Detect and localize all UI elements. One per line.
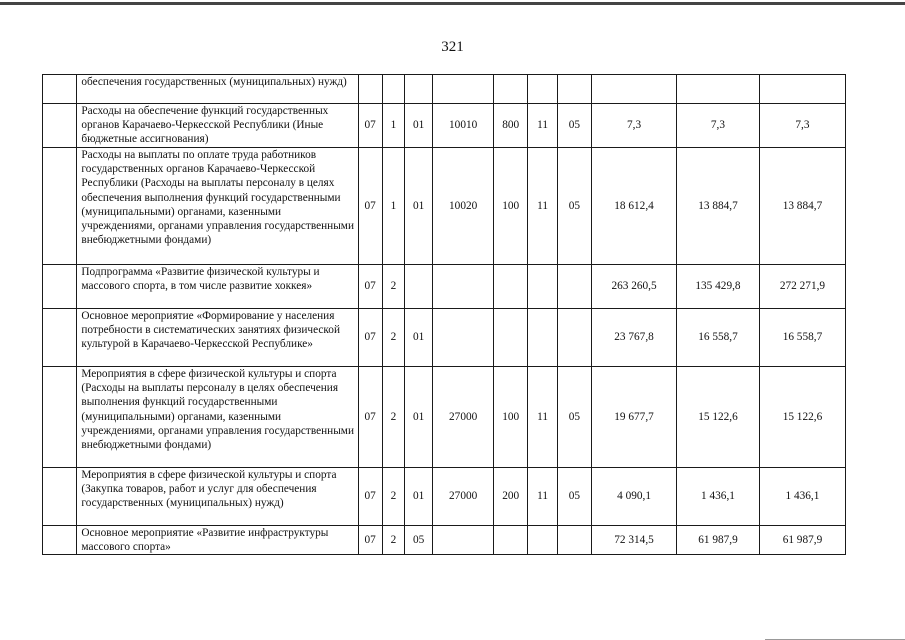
- row-number-cell: [43, 265, 77, 309]
- target-code-cell: [433, 526, 494, 555]
- subprogram-code-cell: 2: [382, 526, 404, 555]
- subsection-cell: [557, 265, 591, 309]
- activity-code-cell: 01: [405, 367, 433, 468]
- amount-year3-cell: 16 558,7: [759, 309, 845, 367]
- description-cell: Подпрограмма «Развитие физической культуры и массового спорта, в том числе развитие хоккея»: [77, 265, 358, 309]
- expense-type-cell: 200: [494, 468, 528, 526]
- row-number-cell: [43, 526, 77, 555]
- section-cell: [528, 309, 557, 367]
- subsection-cell: 05: [557, 148, 591, 265]
- section-cell: [528, 75, 557, 104]
- target-code-cell: 27000: [433, 367, 494, 468]
- amount-year2-cell: [677, 75, 760, 104]
- activity-code-cell: [405, 265, 433, 309]
- amount-year2-cell: 7,3: [677, 104, 760, 148]
- amount-year2-cell: 1 436,1: [677, 468, 760, 526]
- amount-year2-cell: 16 558,7: [677, 309, 760, 367]
- subsection-cell: 05: [557, 468, 591, 526]
- amount-year3-cell: [759, 75, 845, 104]
- amount-year3-cell: 1 436,1: [759, 468, 845, 526]
- subsection-cell: 05: [557, 367, 591, 468]
- subprogram-code-cell: 1: [382, 148, 404, 265]
- table-row: [43, 148, 846, 265]
- activity-code-cell: 01: [405, 148, 433, 265]
- ministry-code-cell: 07: [358, 309, 382, 367]
- target-code-cell: 27000: [433, 468, 494, 526]
- target-code-cell: [433, 265, 494, 309]
- activity-code-cell: 05: [405, 526, 433, 555]
- amount-year1-cell: 72 314,5: [592, 526, 677, 555]
- description-cell: обеспечения государственных (муниципальных) нужд): [77, 75, 358, 104]
- subprogram-code-cell: 2: [382, 309, 404, 367]
- section-cell: [528, 265, 557, 309]
- table-row: [43, 265, 846, 309]
- expense-type-cell: [494, 309, 528, 367]
- subprogram-code-cell: 1: [382, 104, 404, 148]
- ministry-code-cell: 07: [358, 526, 382, 555]
- section-cell: 11: [528, 468, 557, 526]
- amount-year2-cell: 15 122,6: [677, 367, 760, 468]
- amount-year1-cell: 4 090,1: [592, 468, 677, 526]
- expense-type-cell: 100: [494, 148, 528, 265]
- ministry-code-cell: 07: [358, 265, 382, 309]
- ministry-code-cell: 07: [358, 367, 382, 468]
- amount-year2-cell: 61 987,9: [677, 526, 760, 555]
- amount-year1-cell: 19 677,7: [592, 367, 677, 468]
- subsection-cell: [557, 526, 591, 555]
- description-cell: Основное мероприятие «Развитие инфраструктуры массового спорта»: [77, 526, 358, 555]
- description-cell: Мероприятия в сфере физической культуры и спорта (Расходы на выплаты персоналу в целях обеспечения выполнения функций государственными (муниципальными) органами, казенными учреждениями, органами управления государственными внебюджетными фондами): [77, 367, 358, 468]
- table-row: [43, 468, 846, 526]
- amount-year3-cell: 15 122,6: [759, 367, 845, 468]
- table-row: [43, 104, 846, 148]
- target-code-cell: 10020: [433, 148, 494, 265]
- table-body: [43, 75, 846, 555]
- subprogram-code-cell: 2: [382, 367, 404, 468]
- subprogram-code-cell: [382, 75, 404, 104]
- amount-year2-cell: 135 429,8: [677, 265, 760, 309]
- subprogram-code-cell: 2: [382, 265, 404, 309]
- amount-year2-cell: 13 884,7: [677, 148, 760, 265]
- amount-year3-cell: 61 987,9: [759, 526, 845, 555]
- subsection-cell: [557, 75, 591, 104]
- activity-code-cell: 01: [405, 468, 433, 526]
- row-number-cell: [43, 148, 77, 265]
- activity-code-cell: [405, 75, 433, 104]
- amount-year3-cell: 13 884,7: [759, 148, 845, 265]
- table-row: [43, 75, 846, 104]
- target-code-cell: [433, 75, 494, 104]
- target-code-cell: 10010: [433, 104, 494, 148]
- row-number-cell: [43, 309, 77, 367]
- section-cell: 11: [528, 148, 557, 265]
- row-number-cell: [43, 75, 77, 104]
- row-number-cell: [43, 468, 77, 526]
- description-cell: Расходы на выплаты по оплате труда работников государственных органов Карачаево-Черкесской Республики (Расходы на выплаты персоналу в целях обеспечения выполнения функций государственными (муниципальными) органами, казенными учреждениями, органами управления государственными внебюджетными фондами): [77, 148, 358, 265]
- subsection-cell: 05: [557, 104, 591, 148]
- amount-year1-cell: [592, 75, 677, 104]
- expense-type-cell: [494, 265, 528, 309]
- description-cell: Мероприятия в сфере физической культуры и спорта (Закупка товаров, работ и услуг для обеспечения государственных (муниципальных) нужд): [77, 468, 358, 526]
- expense-type-cell: 800: [494, 104, 528, 148]
- ministry-code-cell: 07: [358, 468, 382, 526]
- section-cell: 11: [528, 367, 557, 468]
- amount-year1-cell: 263 260,5: [592, 265, 677, 309]
- row-number-cell: [43, 104, 77, 148]
- amount-year3-cell: 272 271,9: [759, 265, 845, 309]
- ministry-code-cell: [358, 75, 382, 104]
- table-row: [43, 526, 846, 555]
- section-cell: [528, 526, 557, 555]
- description-cell: Расходы на обеспечение функций государственных органов Карачаево-Черкесской Республики (Иные бюджетные ассигнования): [77, 104, 358, 148]
- ministry-code-cell: 07: [358, 104, 382, 148]
- row-number-cell: [43, 367, 77, 468]
- scan-top-border: [0, 2, 905, 5]
- activity-code-cell: 01: [405, 309, 433, 367]
- amount-year3-cell: 7,3: [759, 104, 845, 148]
- budget-table: [42, 74, 846, 555]
- expense-type-cell: [494, 526, 528, 555]
- expense-type-cell: [494, 75, 528, 104]
- amount-year1-cell: 7,3: [592, 104, 677, 148]
- activity-code-cell: 01: [405, 104, 433, 148]
- ministry-code-cell: 07: [358, 148, 382, 265]
- section-cell: 11: [528, 104, 557, 148]
- target-code-cell: [433, 309, 494, 367]
- page-number: 321: [441, 39, 464, 55]
- expense-type-cell: 100: [494, 367, 528, 468]
- description-cell: Основное мероприятие «Формирование у населения потребности в систематических занятиях физической культурой в Карачаево-Черкесской Республике»: [77, 309, 358, 367]
- table-row: [43, 309, 846, 367]
- subprogram-code-cell: 2: [382, 468, 404, 526]
- table-row: [43, 367, 846, 468]
- subsection-cell: [557, 309, 591, 367]
- amount-year1-cell: 23 767,8: [592, 309, 677, 367]
- amount-year1-cell: 18 612,4: [592, 148, 677, 265]
